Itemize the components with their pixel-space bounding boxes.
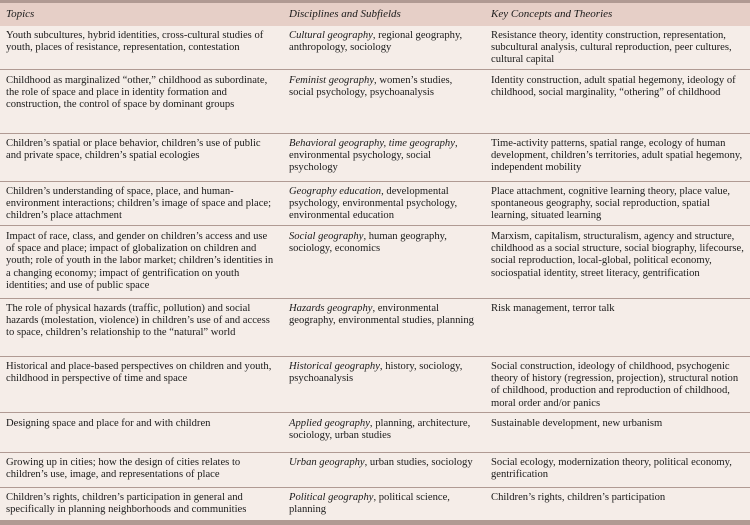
table-row	[0, 182, 750, 226]
table-header	[0, 3, 750, 26]
header-disciplines: Disciplines and Subfields	[289, 8, 401, 20]
table-row	[0, 226, 750, 299]
discipline-cell: Social geography, human geography, sociology, economics	[289, 231, 447, 255]
header-topics: Topics	[6, 8, 35, 20]
topic-cell: Children’s understanding of space, place, and human-environment interactions; children’s image of space and place; children’s place attachment	[6, 186, 272, 222]
topic-cell: Children’s rights, children’s participation in general and specifically in planning neighborhoods and communities	[6, 492, 247, 516]
table-row	[0, 299, 750, 357]
discipline-cell: Hazards geography, environmental geography, environmental studies, planning	[289, 303, 474, 327]
concepts-cell: Risk management, terror talk	[491, 303, 615, 314]
topic-cell: Impact of race, class, and gender on children’s access and use of space and place; impact of globalization on children and youth; role of youth in the labor market; children’s identities in a changing economy; impact of gentrification on youth identities; and use of public space	[6, 231, 274, 291]
topic-cell: The role of physical hazards (traffic, pollution) and social hazards (molestation, violence) in children’s use of and access to space, children’s relationship to the “natural” world	[6, 303, 270, 339]
table-row	[0, 70, 750, 134]
concepts-cell: Marxism, capitalism, structuralism, agency and structure, childhood as a social structure, social biography, lifecourse, social reproduction, local-global, political economy, sociospatial identity, street literacy, gentrification	[491, 231, 744, 279]
discipline-cell: Cultural geography, regional geography, anthropology, sociology	[289, 30, 463, 54]
concepts-cell: Identity construction, adult spatial hegemony, ideology of childhood, social marginality, “othering” of childhood	[491, 75, 736, 99]
concepts-cell: Place attachment, cognitive learning theory, place value, spontaneous geography, social reproduction, spatial learning, situated learning	[491, 186, 731, 222]
concepts-cell: Social ecology, modernization theory, political economy, gentrification	[491, 457, 732, 481]
discipline-cell: Feminist geography, women’s studies, social psychology, psychoanalysis	[289, 75, 453, 99]
bottom-rule	[0, 520, 750, 525]
concepts-cell: Children’s rights, children’s participation	[491, 492, 666, 503]
concepts-cell: Social construction, ideology of childhood, psychogenic theory of history (regression, projection), structural notion of childhood, production and reproduction of childhood, moral order and/or panics	[491, 361, 739, 409]
concepts-cell: Sustainable development, new urbanism	[491, 418, 663, 429]
table-row	[0, 134, 750, 182]
concepts-cell: Time-activity patterns, spatial range, ecology of human development, children’s territories, adult spatial hegemony, independent mobility	[491, 138, 743, 174]
table-row	[0, 413, 750, 453]
topic-cell: Growing up in cities; how the design of cities relates to children’s use, image, and representations of place	[6, 457, 241, 481]
topic-cell: Children’s spatial or place behavior, children’s use of public and private space, children’s spatial ecologies	[6, 138, 261, 162]
discipline-cell: Political geography, political science, planning	[289, 492, 450, 516]
table-row	[0, 488, 750, 520]
header-concepts: Key Concepts and Theories	[491, 8, 613, 20]
topic-cell: Designing space and place for and with children	[6, 418, 211, 429]
table-row	[0, 357, 750, 413]
topic-cell: Youth subcultures, hybrid identities, cross-cultural studies of youth, places of resistance, representation, contestation	[6, 30, 264, 54]
discipline-cell: Behavioral geography, time geography, environmental psychology, social psychology	[289, 138, 458, 174]
concepts-cell: Resistance theory, identity construction, representation, subcultural analysis, cultural reproduction, peer cultures, cultural capital	[491, 30, 732, 66]
topic-cell: Historical and place-based perspectives on children and youth, childhood in perspective of time and space	[6, 361, 272, 385]
table-row	[0, 453, 750, 488]
discipline-cell: Historical geography, history, sociology, psychoanalysis	[289, 361, 463, 385]
discipline-cell: Applied geography, planning, architecture, sociology, urban studies	[289, 418, 471, 442]
discipline-cell: Geography education, developmental psychology, environmental psychology, environmental education	[289, 186, 458, 222]
table-body	[0, 26, 750, 520]
table-row	[0, 26, 750, 70]
discipline-cell: Urban geography, urban studies, sociology	[289, 457, 473, 468]
topic-cell: Childhood as marginalized “other,” childhood as subordinate, the role of space and place in identity formation and construction, the control of space by dominant groups	[6, 75, 268, 111]
